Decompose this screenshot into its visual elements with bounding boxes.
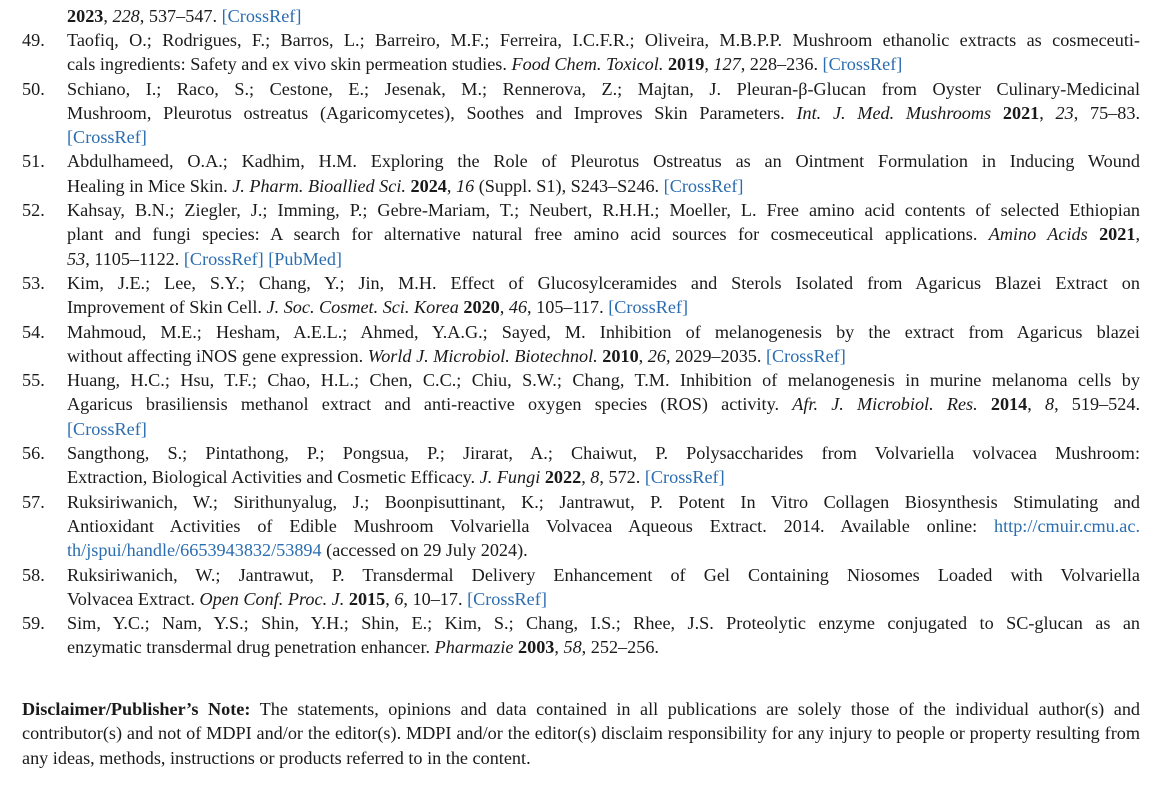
reference-segment: , [499, 297, 509, 318]
crossref-link[interactable]: [CrossRef] [663, 175, 744, 196]
reference-number: 55. [22, 370, 45, 391]
reference-year: 2015 [348, 588, 386, 609]
reference-italic-segment: World J. Microbiol. Biotechnol. [367, 345, 598, 366]
reference-separator: , [103, 6, 113, 26]
reference-segment: Ruksiriwanich, W.; Sirithunyalug, J.; Boonpisuttinant, K.; Jantrawut, P. Potent In Vitro Collagen Biosynthesis Stimulating and [67, 491, 1140, 512]
reference-italic-segment: J. Pharm. Bioallied Sci. [232, 175, 406, 196]
reference-line [67, 149, 1140, 173]
reference-segment: Kahsay, B.N.; Ziegler, J.; Imming, P.; Gebre-Mariam, T.; Neubert, R.H.H.; Moeller, L. Free amino acid contents of selected Ethiopian [67, 200, 1140, 221]
reference-segment: , 105–117. [527, 297, 609, 318]
reference-item [22, 77, 1140, 150]
reference-number: 50. [22, 78, 45, 99]
reference-segment: Volvacea Extract. [67, 588, 200, 609]
reference-segment [991, 103, 1003, 123]
reference-italic-segment: 8 [1044, 394, 1055, 415]
disclaimer-label: Disclaimer/Publisher’s Note: [22, 699, 251, 719]
reference-text [67, 77, 1140, 150]
reference-segment: Abdulhameed, O.A.; Kadhim, H.M. Exploring the Role of Pleurotus Ostreatus as an Ointment Formulation in Inducing Wound [67, 151, 1140, 172]
reference-segment: , [581, 467, 591, 488]
reference-segment [1088, 224, 1099, 244]
reference-segment: , 75–83. [1073, 102, 1141, 123]
reference-segment: , [446, 175, 456, 196]
reference-italic-segment: Afr. J. Microbiol. Res. [792, 394, 978, 415]
crossref-link[interactable]: [CrossRef] [67, 127, 147, 148]
reference-text [67, 490, 1140, 563]
reference-line [67, 490, 1140, 514]
reference-italic-segment: 23 [1055, 102, 1074, 123]
reference-number: 57. [22, 491, 45, 512]
reference-segment: , [704, 54, 714, 75]
reference-line [67, 514, 1140, 538]
reference-item [22, 368, 1140, 441]
reference-number: 52. [22, 200, 45, 221]
reference-segment: , 252–256. [581, 637, 659, 658]
reference-text [67, 368, 1140, 441]
reference-line [67, 441, 1140, 465]
reference-segment [978, 394, 991, 414]
reference-text [67, 28, 1140, 77]
reference-segment: Improvement of Skin Cell. [67, 297, 267, 318]
reference-year: 2019 [667, 54, 705, 75]
reference-line [67, 271, 1140, 295]
reference-item [22, 198, 1140, 271]
crossref-link[interactable]: [CrossRef] [221, 6, 302, 26]
reference-segment: , [638, 345, 648, 366]
reference-italic-segment: 46 [508, 297, 528, 318]
reference-item [22, 149, 1140, 198]
reference-italic-segment: 8 [590, 467, 600, 488]
reference-year: 2023 [67, 6, 104, 26]
reference-segment: , 572. [599, 467, 645, 488]
reference-segment: Healing in Mice Skin. [67, 175, 233, 196]
reference-text [67, 563, 1140, 612]
reference-segment: , [385, 588, 395, 609]
reference-text [67, 611, 1140, 660]
reference-segment: , 228–236. [740, 54, 823, 75]
reference-line [67, 563, 1140, 587]
reference-list [22, 28, 1140, 660]
reference-item [22, 271, 1140, 320]
reference-segment: Agaricus brasiliensis methanol extract and anti-reactive oxygen species (ROS) activity. [67, 394, 793, 415]
reference-text [67, 271, 1140, 320]
reference-line [67, 368, 1140, 392]
reference-segment: Mahmoud, M.E.; Hesham, A.E.L.; Ahmed, Y.A.G.; Sayed, M. Inhibition of melanogenesis by the extract from Agaricus blazei [67, 321, 1140, 342]
reference-segment: Taofiq, O.; Rodrigues, F.; Barros, L.; Barreiro, M.F.; Ferreira, I.C.F.R.; Oliveira, M.B.P.P. Mushroom ethanolic extracts as cosmeceuti- [67, 30, 1140, 50]
reference-segment: enzymatic transdermal drug penetration enhancer. [67, 637, 435, 658]
reference-segment: Huang, H.C.; Hsu, T.F.; Chao, H.L.; Chen, C.C.; Chiu, S.W.; Chang, T.M. Inhibition of melanogenesis in murine melanoma cells by [67, 370, 1140, 391]
reference-italic-segment: Int. J. Med. Mushrooms [796, 102, 992, 123]
reference-segment: , 10–17. [403, 588, 468, 609]
reference-italic-segment: Open Conf. Proc. J. [199, 588, 345, 609]
reference-segment: Mushroom, Pleurotus ostreatus (Agaricomycetes), Soothes and Improves Skin Parameters. [67, 102, 797, 123]
reference-segment: Schiano, I.; Raco, S.; Cestone, E.; Jesenak, M.; Rennerova, Z.; Majtan, J. Pleuran-β-Glucan from Oyster Culinary-Medicinal [67, 78, 1140, 99]
reference-segment: (Suppl. S1), S243–S246. [474, 175, 664, 196]
reference-number: 54. [22, 321, 45, 342]
reference-line [67, 28, 1140, 52]
reference-italic-segment: 58 [563, 637, 582, 658]
reference-line [67, 392, 1140, 416]
reference-italic-segment: J. Soc. Cosmet. Sci. Korea [266, 297, 459, 318]
url-link[interactable]: http://cmuir.cmu.ac. [994, 515, 1140, 536]
reference-item [22, 441, 1140, 490]
reference-italic-segment: Food Chem. Toxicol. [511, 54, 664, 75]
crossref-link[interactable]: [CrossRef] [822, 54, 903, 75]
reference-text [67, 441, 1140, 490]
reference-segment: Kim, J.E.; Lee, S.Y.; Chang, Y.; Jin, M.H. Effect of Glucosylceramides and Sterols Isolated from Agaricus Blazei Extract on [67, 272, 1140, 293]
reference-segment: , 1105–1122. [85, 248, 184, 269]
reference-line [67, 77, 1140, 101]
reference-item [22, 320, 1140, 369]
reference-segment: cals ingredients: Safety and ex vivo skin permeation studies. [67, 54, 512, 75]
reference-year: 2024 [410, 175, 447, 196]
reference-number: 51. [22, 151, 45, 172]
reference-segment: , [1135, 224, 1140, 245]
reference-text [67, 149, 1140, 198]
pubmed-link[interactable]: [PubMed] [268, 248, 342, 269]
reference-number: 58. [22, 564, 45, 585]
reference-year: 2014 [990, 394, 1028, 415]
reference-segment: Ruksiriwanich, W.; Jantrawut, P. Transdermal Delivery Enhancement of Gel Containing Niosomes Loaded with Volvariella [67, 564, 1140, 585]
reference-number: 49. [22, 30, 45, 50]
reference-text [67, 198, 1140, 271]
reference-italic-segment: 16 [455, 175, 475, 196]
reference-segment: Extraction, Biological Activities and Cosmetic Efficacy. [67, 467, 480, 488]
reference-segment: Sim, Y.C.; Nam, Y.S.; Shin, Y.H.; Shin, E.; Kim, S.; Chang, I.S.; Rhee, J.S. Proteolytic enzyme conjugated to SC-glucan as an [67, 613, 1140, 634]
reference-year: 2021 [1002, 102, 1040, 123]
reference-segment: , 519–524. [1054, 394, 1141, 415]
reference-italic-segment: 6 [394, 588, 404, 609]
url-link[interactable]: th/jspui/handle/6653943832/53894 [67, 540, 322, 561]
reference-year: 2010 [602, 345, 639, 366]
reference-item [22, 28, 1140, 77]
reference-line [67, 320, 1140, 344]
reference-segment: , [554, 637, 564, 658]
reference-segment: Sangthong, S.; Pintathong, P.; Pongsua, P.; Jirarat, A.; Chaiwut, P. Polysaccharides from Volvariella volvacea Mushroom: [67, 443, 1140, 464]
crossref-link[interactable]: [CrossRef] [765, 345, 846, 366]
reference-text [67, 320, 1140, 369]
reference-line [67, 611, 1140, 635]
crossref-link[interactable]: [CrossRef] [608, 297, 689, 318]
disclaimer-text: The statements, opinions and data contained in all publications are solely those of the individual author(s) and contributor(s) and not of MDPI and/or the editor(s). MDPI and/or the editor(s) disclaim responsibility for any injury to people or property resulting from any ideas, methods, instructions or products referred to in the content. [22, 699, 1141, 768]
reference-italic-segment: 127 [713, 54, 741, 75]
reference-48-tail [67, 4, 1140, 28]
reference-volume: 228 [112, 6, 140, 26]
reference-italic-segment: 53 [67, 248, 86, 269]
reference-item [22, 563, 1140, 612]
reference-number: 56. [22, 443, 45, 464]
reference-number: 53. [22, 272, 45, 293]
reference-segment: plant and fungi species: A search for alternative natural free amino acid sources for cosmeceutical applications. [67, 224, 989, 245]
reference-year: 2020 [463, 297, 500, 318]
reference-number: 59. [22, 613, 45, 634]
reference-pages: , 537–547. [139, 6, 222, 26]
reference-italic-segment: J. Fungi [479, 467, 541, 488]
reference-italic-segment: Amino Acids [988, 224, 1088, 245]
reference-segment: without affecting iNOS gene expression. [67, 345, 368, 366]
crossref-link[interactable]: [CrossRef] [467, 588, 547, 609]
reference-segment: Antioxidant Activities of Edible Mushroom Volvariella Volvacea Aqueous Extract. 2014. Available online: [67, 515, 995, 536]
reference-item [22, 611, 1140, 660]
crossref-link[interactable]: [CrossRef] [644, 467, 725, 488]
reference-segment: , [1039, 102, 1056, 123]
reference-italic-segment: Pharmazie [434, 637, 514, 658]
crossref-link[interactable]: [CrossRef] [67, 418, 147, 439]
disclaimer [22, 697, 1140, 770]
reference-line [67, 198, 1140, 222]
reference-year: 2022 [544, 467, 582, 488]
reference-italic-segment: 26 [647, 345, 666, 366]
crossref-link[interactable]: [CrossRef] [183, 248, 264, 269]
reference-line [67, 101, 1140, 125]
reference-line [67, 222, 1140, 246]
reference-year: 2003 [518, 637, 555, 658]
reference-year: 2021 [1099, 224, 1136, 245]
reference-segment: , 2029–2035. [665, 345, 766, 366]
reference-segment: (accessed on 29 July 2024). [321, 540, 528, 561]
reference-item [22, 490, 1140, 563]
reference-segment: , [1027, 394, 1045, 415]
